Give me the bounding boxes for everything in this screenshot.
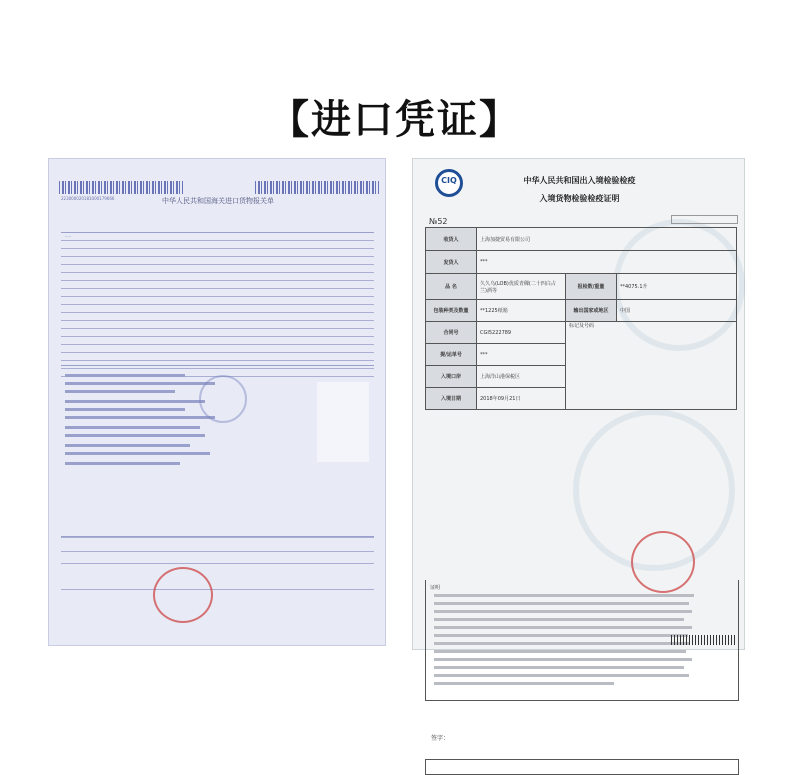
label-consignor: 发货人 (426, 251, 477, 274)
page-title: 【进口凭证】 (269, 97, 521, 143)
value-bill-no: *** (477, 344, 566, 366)
declaration-grid: ····· (61, 232, 374, 377)
barcode-right (255, 181, 379, 194)
label-mark: 标记及号码 (566, 322, 737, 410)
red-seal-left (153, 567, 213, 623)
label-certificate: 证明 (430, 585, 441, 591)
value-weight: **4075.1升 (617, 274, 737, 300)
customs-declaration-scan (48, 158, 386, 646)
left-doc-title: 中华人民共和国海关进口货物报关单 (162, 197, 274, 205)
inspection-certificate-scan (412, 158, 745, 742)
bottom-strip (425, 759, 739, 775)
value-contract-no: CGI5222789 (477, 322, 566, 344)
label-weight: 报检数/重量 (566, 274, 617, 300)
cert-table (425, 227, 737, 410)
label-bill-no: 提/运单号 (426, 344, 477, 366)
cert-number: №52 (429, 217, 448, 226)
cert-title-line2: 入境货物检验检疫证明 (539, 194, 620, 203)
bottom-barcode (671, 635, 735, 645)
value-goods-name: 久久乌(LOB)优质青稞(二十四白占兰)酒等 (477, 274, 566, 300)
value-package-qty: **1225纸箱 (477, 300, 566, 322)
label-origin: 输出国家或地区 (566, 300, 617, 322)
label-entry-port: 入境口岸 (426, 366, 477, 388)
value-origin: 中国 (617, 300, 737, 322)
value-consignee: 上海加捷贸易有限公司 (477, 228, 737, 251)
cert-title-line1: 中华人民共和国出入境检验检疫 (523, 176, 636, 185)
customs-emblem (199, 375, 247, 423)
redacted-area (317, 382, 369, 462)
red-seal-right (631, 531, 695, 593)
label-goods-name: 品 名 (426, 274, 477, 300)
value-consignor: *** (477, 251, 737, 274)
label-package-qty: 包装种类及数量 (426, 300, 477, 322)
value-entry-port: 上海洋山港保税区 (477, 366, 566, 388)
left-serial: 223000020181000179666 (61, 196, 115, 201)
label-entry-date: 入境日期 (426, 388, 477, 410)
value-entry-date: 2018年09月21日 (477, 388, 566, 410)
label-consignee: 收货人 (426, 228, 477, 251)
label-contract-no: 合同号 (426, 322, 477, 344)
label-signer: 签字： (431, 735, 450, 742)
barcode-left (59, 181, 183, 194)
ciq-logo: CIQ (435, 169, 463, 197)
cert-code-box (671, 215, 738, 224)
